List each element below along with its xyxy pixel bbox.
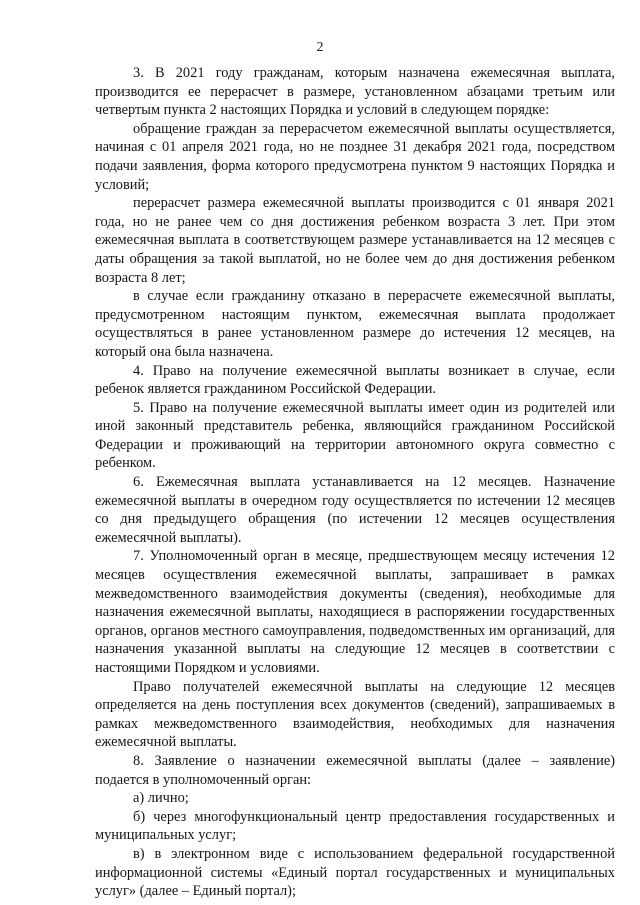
paragraph-4: 4. Право на получение ежемесячной выплаты возникает в случае, если ребенок является гражданином Российской Федерации. — [95, 362, 615, 398]
paragraph-7: 7. Уполномоченный орган в месяце, предшествующем месяцу истечения 12 месяцев осуществления ежемесячной выплаты, запрашивает в рамках межведомственного взаимодействия документы (сведения), необходимые для назначения ежемесячной выплаты, находящиеся в распоряжении государственных органов, органов местного самоуправления, подведомственных им организаций, для назначения указанной выплаты на следующие 12 месяцев в соответствии с настоящими Порядком и условиями. — [95, 548, 615, 676]
paragraph-5: 5. Право на получение ежемесячной выплаты имеет один из родителей или иной законный представитель ребенка, являющийся гражданином Российской Федерации и проживающий на территории автономного округа совместно с ребенком. — [95, 399, 615, 472]
paragraph-3-intro: 3. В 2021 году гражданам, которым назначена ежемесячная выплата, производится ее перерасчет в размере, установленном абзацами третьим или четвертым пункта 2 настоящих Порядка и условий в следующем порядке: — [95, 65, 615, 119]
paragraph-8-item-b: б) через многофункциональный центр предоставления государственных и муниципальных услуг; — [95, 808, 615, 844]
paragraph-8-item-c: в) в электронном виде с использованием федеральной государственной информационной системы «Единый портал государственных и муниципальных услуг» (далее – Единый портал); — [95, 845, 615, 900]
paragraph-8-item-a: а) лично; — [133, 790, 189, 807]
paragraph-6: 6. Ежемесячная выплата устанавливается на 12 месяцев. Назначение ежемесячной выплаты в очередном году осуществляется по истечении 12 месяцев со дня предыдущего обращения (по истечении 12 месяцев осуществления ежемесячной выплаты). — [95, 474, 615, 546]
paragraph-7-right: Право получателей ежемесячной выплаты на следующие 12 месяцев определяется на день поступления всех документов (сведений), запрашиваемых в рамках межведомственного взаимодействия, необходимых для назначения ежемесячной выплаты. — [95, 678, 615, 751]
document-body — [95, 64, 615, 901]
paragraph-3-refusal: в случае если гражданину отказано в перерасчете ежемесячной выплаты, предусмотренном настоящим пунктом, ежемесячная выплата продолжает осуществляться в ранее установленном размере до истечения 12 месяцев, на который она была назначена. — [95, 288, 615, 360]
paragraph-3-appeal: обращение граждан за перерасчетом ежемесячной выплаты осуществляется, начиная с 01 апреля 2021 года, но не позднее 31 декабря 2021 года, посредством подачи заявления, форма которого предусмотрена пунктом 9 настоящих Порядка и условий; — [95, 120, 615, 193]
paragraph-8-intro: 8. Заявление о назначении ежемесячной выплаты (далее – заявление) подается в уполномоченный орган: — [95, 752, 615, 788]
page-number: 2 — [316, 40, 324, 55]
paragraph-3-recalculation: перерасчет размера ежемесячной выплаты производится с 01 января 2021 года, но не ранее чем со дня достижения ребенком возраста 3 лет. При этом ежемесячная выплата в соответствующем размере устанавливается на 12 месяцев с даты обращения за такой выплатой, но не более чем до дня достижения ребенком возраста 8 лет; — [95, 195, 615, 286]
